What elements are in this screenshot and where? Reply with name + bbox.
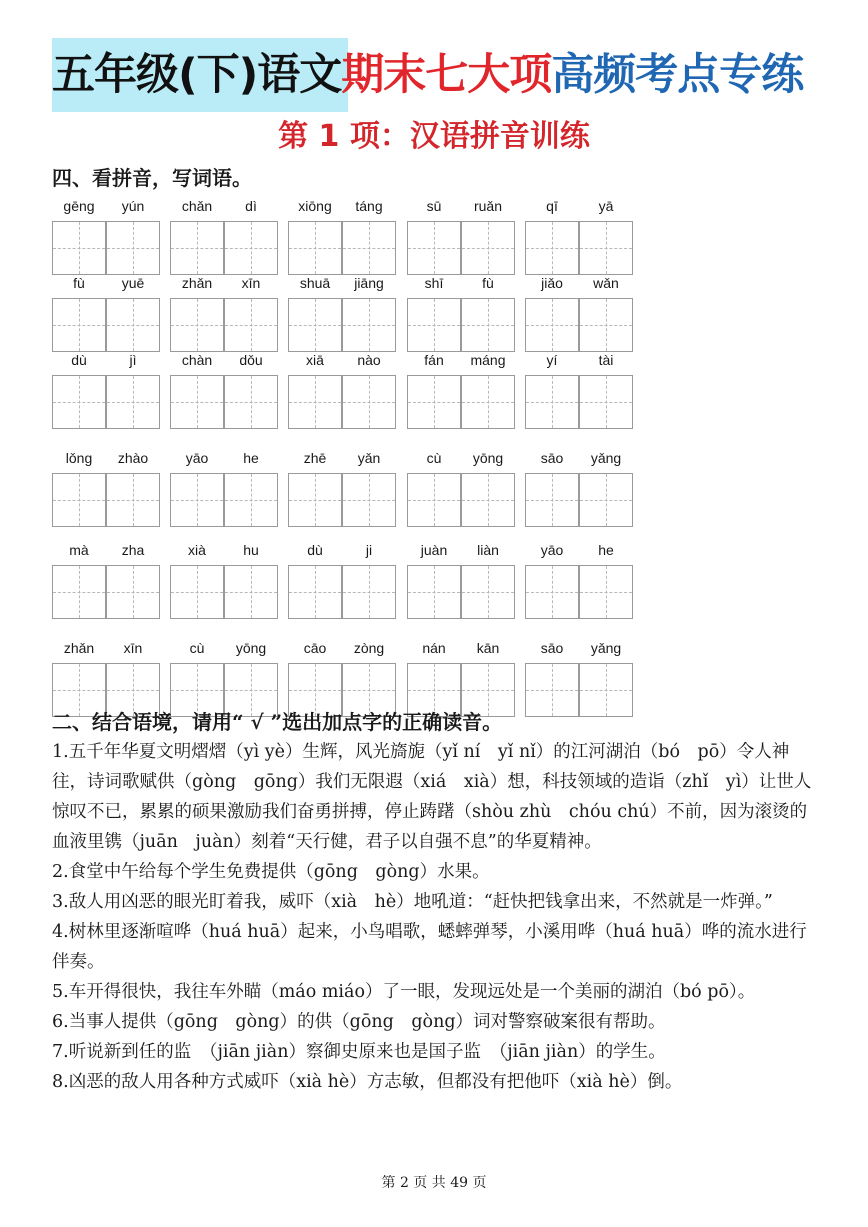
- pinyin-label: xiōng: [298, 198, 332, 214]
- pinyin-label: xīn: [241, 275, 261, 291]
- word-cell: [170, 537, 278, 619]
- page-subtitle: 第 1 项：汉语拼音训练: [278, 119, 590, 154]
- pinyin-label: yōng: [472, 450, 504, 466]
- writing-box[interactable]: [52, 375, 106, 429]
- grid-row: [52, 193, 642, 275]
- question-item: 2.食堂中午给每个学生免费提供（gōng gòng）水果。: [52, 862, 490, 882]
- word-cell: [52, 193, 160, 275]
- pinyin-label: chǎn: [181, 198, 213, 214]
- writing-box[interactable]: [52, 298, 106, 352]
- pinyin-label: táng: [355, 198, 383, 214]
- writing-box[interactable]: [106, 565, 160, 619]
- writing-box[interactable]: [52, 221, 106, 275]
- pinyin-label: yǎng: [590, 450, 622, 466]
- pinyin-label: ruǎn: [473, 198, 503, 214]
- question-list: [52, 737, 822, 1097]
- word-cell: [170, 347, 278, 429]
- writing-box[interactable]: [579, 663, 633, 717]
- word-cell: [407, 445, 515, 527]
- writing-box[interactable]: [579, 298, 633, 352]
- writing-box[interactable]: [579, 473, 633, 527]
- writing-box[interactable]: [579, 565, 633, 619]
- pinyin-label: jiāng: [354, 275, 384, 291]
- page-title: [52, 40, 803, 110]
- section1-heading: 四、看拼音，写词语。: [52, 166, 252, 190]
- pinyin-label: sāo: [540, 450, 564, 466]
- pinyin-label: ji: [365, 542, 373, 558]
- pinyin-label: zhǎn: [181, 275, 213, 291]
- writing-box[interactable]: [170, 473, 224, 527]
- pinyin-label: dǒu: [239, 352, 263, 368]
- writing-box[interactable]: [224, 221, 278, 275]
- writing-box[interactable]: [106, 473, 160, 527]
- writing-box[interactable]: [579, 375, 633, 429]
- pinyin-label: fù: [482, 275, 494, 291]
- writing-box[interactable]: [224, 565, 278, 619]
- writing-box[interactable]: [407, 375, 461, 429]
- word-cell: [407, 193, 515, 275]
- question-item: 5.车开得很快，我往车外瞄（máo miáo）了一眼，发现远处是一个美丽的湖泊（bó pō）。: [52, 982, 756, 1002]
- pinyin-label: cāo: [303, 640, 327, 656]
- word-cell: [525, 347, 633, 429]
- writing-box[interactable]: [342, 298, 396, 352]
- word-cell: [288, 445, 396, 527]
- writing-box[interactable]: [288, 565, 342, 619]
- pinyin-label: yā: [598, 198, 614, 214]
- word-cell: [525, 445, 633, 527]
- writing-box[interactable]: [461, 375, 515, 429]
- word-cell: [170, 193, 278, 275]
- word-cell: [525, 270, 633, 352]
- pinyin-label: xiā: [306, 352, 324, 368]
- writing-box[interactable]: [52, 565, 106, 619]
- grid-row: [52, 635, 642, 717]
- pinyin-label: hu: [243, 542, 259, 558]
- pinyin-label: máng: [470, 352, 506, 368]
- word-cell: [52, 270, 160, 352]
- writing-box[interactable]: [52, 473, 106, 527]
- word-cell: [170, 270, 278, 352]
- word-cell: [52, 347, 160, 429]
- writing-box[interactable]: [224, 473, 278, 527]
- pinyin-label: juàn: [420, 542, 448, 558]
- word-cell: [525, 635, 633, 717]
- pinyin-label: dù: [71, 352, 87, 368]
- word-cell: [52, 635, 160, 717]
- writing-box[interactable]: [461, 298, 515, 352]
- pinyin-label: yǎn: [357, 450, 381, 466]
- writing-box[interactable]: [579, 221, 633, 275]
- word-cell: [288, 537, 396, 619]
- word-cell: [170, 445, 278, 527]
- pinyin-label: cù: [189, 640, 205, 656]
- pinyin-label: zhǎn: [63, 640, 95, 656]
- pinyin-label: zòng: [353, 640, 385, 656]
- writing-box[interactable]: [288, 221, 342, 275]
- writing-box[interactable]: [170, 375, 224, 429]
- pinyin-label: sū: [426, 198, 442, 214]
- writing-box[interactable]: [106, 221, 160, 275]
- pinyin-label: shī: [424, 275, 444, 291]
- word-cell: [288, 347, 396, 429]
- writing-box[interactable]: [461, 565, 515, 619]
- pinyin-label: he: [598, 542, 614, 558]
- writing-box[interactable]: [106, 375, 160, 429]
- pinyin-label: jì: [129, 352, 137, 368]
- pinyin-label: dì: [245, 198, 257, 214]
- word-cell: [525, 193, 633, 275]
- page-footer: 第 2 页 共 49 页: [381, 1175, 487, 1191]
- writing-box[interactable]: [525, 473, 579, 527]
- writing-box[interactable]: [525, 663, 579, 717]
- pinyin-label: yāo: [540, 542, 564, 558]
- writing-box[interactable]: [342, 221, 396, 275]
- grid-row: [52, 347, 642, 429]
- writing-box[interactable]: [342, 473, 396, 527]
- pinyin-label: yǎng: [590, 640, 622, 656]
- writing-box[interactable]: [525, 565, 579, 619]
- writing-box[interactable]: [525, 298, 579, 352]
- writing-box[interactable]: [461, 473, 515, 527]
- pinyin-label: qī: [546, 198, 558, 214]
- pinyin-label: zha: [121, 542, 145, 558]
- question-item: 3.敌人用凶恶的眼光盯着我，威吓（xià hè）地吼道：“赶快把钱拿出来，不然就是一炸弹。”: [52, 892, 773, 912]
- writing-box[interactable]: [461, 221, 515, 275]
- word-cell: [407, 537, 515, 619]
- word-cell: [52, 537, 160, 619]
- pinyin-label: nào: [357, 352, 381, 368]
- writing-box[interactable]: [224, 375, 278, 429]
- grid-row: [52, 445, 642, 527]
- section2-heading: 二、结合语境，请用“ √ ”选出加点字的正确读音。: [52, 710, 503, 734]
- pinyin-label: cù: [426, 450, 442, 466]
- writing-box[interactable]: [170, 221, 224, 275]
- word-cell: [288, 270, 396, 352]
- pinyin-label: xià: [188, 542, 206, 558]
- pinyin-label: gēng: [63, 198, 95, 214]
- word-cell: [52, 445, 160, 527]
- question-item: 7.听说新到任的监 （jiān jiàn）察御史原来也是国子监 （jiān jiàn）的学生。: [52, 1042, 666, 1062]
- pinyin-label: liàn: [477, 542, 499, 558]
- writing-box[interactable]: [407, 298, 461, 352]
- pinyin-label: chàn: [181, 352, 213, 368]
- pinyin-label: mà: [69, 542, 89, 558]
- title-part-topic: 高频考点专练: [551, 50, 804, 100]
- writing-box[interactable]: [525, 221, 579, 275]
- pinyin-label: xīn: [123, 640, 143, 656]
- pinyin-label: yí: [546, 352, 558, 368]
- writing-box[interactable]: [407, 565, 461, 619]
- writing-box[interactable]: [170, 298, 224, 352]
- pinyin-label: fù: [73, 275, 85, 291]
- word-cell: [525, 537, 633, 619]
- pinyin-label: he: [243, 450, 259, 466]
- pinyin-label: dù: [307, 542, 323, 558]
- grid-row: [52, 270, 642, 352]
- word-cell: [407, 270, 515, 352]
- pinyin-label: shuā: [299, 275, 331, 291]
- writing-box[interactable]: [170, 565, 224, 619]
- title-part-grade: 五年级(下)语文: [52, 50, 342, 100]
- writing-box[interactable]: [342, 565, 396, 619]
- pinyin-label: yún: [121, 198, 145, 214]
- pinyin-label: yāo: [185, 450, 209, 466]
- writing-box[interactable]: [407, 221, 461, 275]
- question-item: 1.五千年华夏文明熠熠（yì yè）生辉，风光旖旎（yǐ ní yǐ nǐ）的江河湖泊（bó pō）令人神往，诗词歌赋供（gòng gōng）我们无限遐（xiá xià）想，科技领域的造诣（zhǐ yì）让世人惊叹不已，累累的硕果激励我们奋勇拼搏，停止踌躇（shòu zhù chóu chú）不前，因为滚烫的血液里镌（juān juàn）刻着“天行健，君子以自强不息”的华夏精神。: [52, 742, 812, 852]
- writing-box[interactable]: [342, 375, 396, 429]
- question-item: 4.树林里逐渐喧哗（huá huā）起来，小鸟唱歌，蟋蟀弹琴，小溪用哗（huá huā）哗的流水进行伴奏。: [52, 922, 807, 972]
- grid-row: [52, 537, 642, 619]
- title-part-final: 期末七大项: [341, 50, 552, 100]
- writing-box[interactable]: [288, 473, 342, 527]
- pinyin-label: yōng: [235, 640, 267, 656]
- word-cell: [407, 635, 515, 717]
- writing-box[interactable]: [288, 375, 342, 429]
- pinyin-label: sāo: [540, 640, 564, 656]
- pinyin-label: kān: [476, 640, 500, 656]
- writing-box[interactable]: [106, 298, 160, 352]
- writing-box[interactable]: [224, 298, 278, 352]
- pinyin-label: fán: [424, 352, 444, 368]
- writing-box[interactable]: [288, 298, 342, 352]
- pinyin-label: tài: [598, 352, 614, 368]
- question-item: 6.当事人提供（gōng gòng）的供（gōng gòng）词对警察破案很有帮助。: [52, 1012, 666, 1032]
- pinyin-label: zhē: [303, 450, 327, 466]
- pinyin-label: wǎn: [593, 275, 619, 291]
- pinyin-label: nán: [422, 640, 446, 656]
- pinyin-label: yuē: [121, 275, 145, 291]
- word-cell: [170, 635, 278, 717]
- question-item: 8.凶恶的敌人用各种方式威吓（xià hè）方志敏，但都没有把他吓（xià hè）倒。: [52, 1072, 683, 1092]
- pinyin-label: jiǎo: [541, 275, 563, 291]
- writing-box[interactable]: [407, 473, 461, 527]
- word-cell: [288, 193, 396, 275]
- pinyin-label: lǒng: [65, 450, 93, 466]
- pinyin-label: zhào: [117, 450, 149, 466]
- word-cell: [288, 635, 396, 717]
- word-cell: [407, 347, 515, 429]
- writing-box[interactable]: [525, 375, 579, 429]
